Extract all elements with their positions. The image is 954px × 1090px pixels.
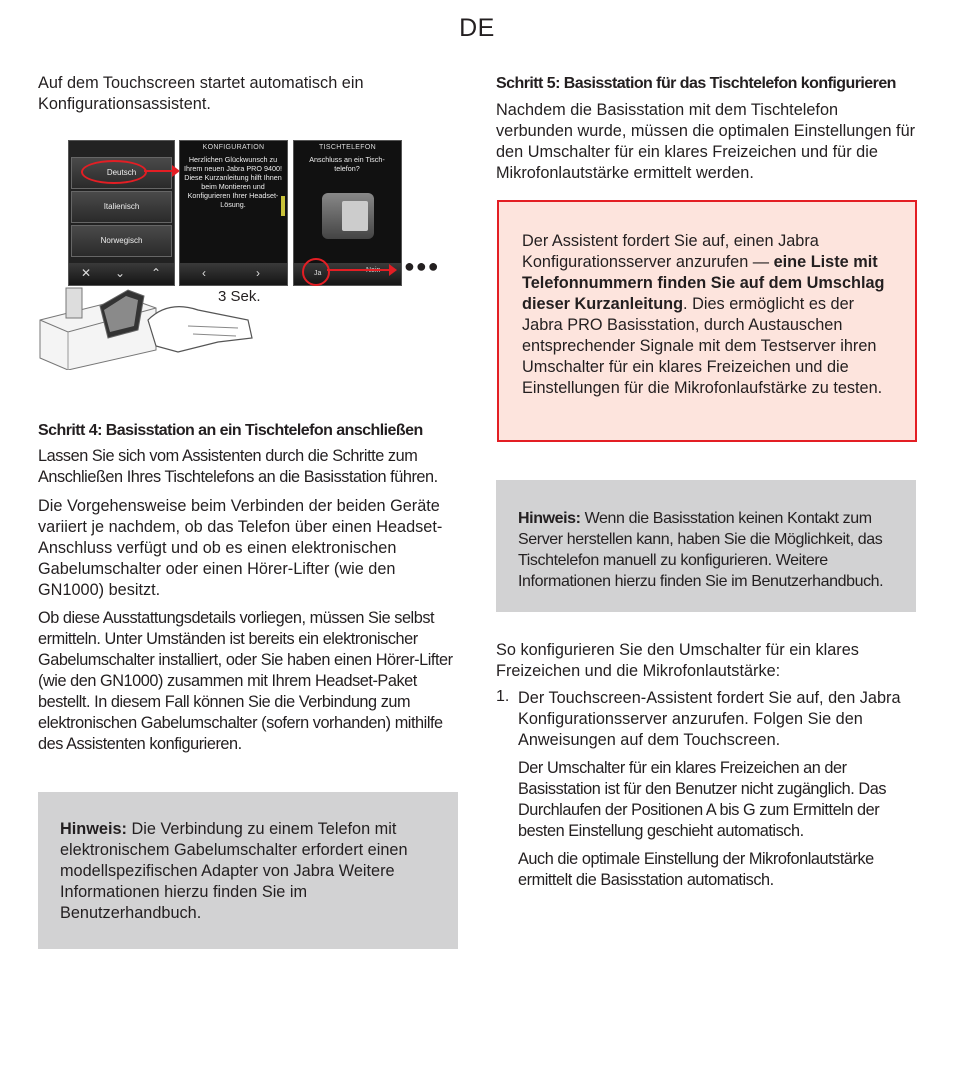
chevron-left-icon: ‹: [202, 266, 206, 280]
yes-option: Ja: [314, 270, 322, 277]
chevron-up-icon: ⌃: [151, 266, 162, 280]
important-text: [522, 231, 897, 399]
note-box: [38, 792, 458, 949]
screen-text: Anschluss an ein Tisch-telefon?: [309, 155, 385, 173]
step4-heading: Schritt 4: Basisstation an ein Tischtelefon anschließen: [38, 422, 423, 439]
note-body: Die Verbindung zu einem Telefon mit elektronischem Gabelumschalter erfordert einen modellspezifischen Adapter von Jabra Weitere Informationen hierzu finden Sie im Benutzerhandbuch.: [60, 820, 408, 922]
important-text-part: . Dies ermöglicht es der Jabra PRO Basisstation, durch Austauschen entsprechender Signale mit dem Testserver ihren Umschalter für ein klares Freizeichen und die Einstellungen für die Mikrofonlaufstärke zu testen.: [522, 295, 883, 397]
list-number: 1.: [496, 688, 510, 705]
language-marker: DE: [459, 14, 495, 42]
close-icon: ✕: [81, 266, 92, 280]
note-text: [60, 819, 430, 924]
important-box: [497, 200, 917, 442]
language-option: Italienisch: [71, 191, 172, 223]
language-option: Norwegisch: [71, 225, 172, 257]
more-dots-icon: ●●●: [404, 256, 440, 276]
instructions-intro: So konfigurieren Sie den Umschalter für ein klares Freizeichen und die Mikrofonlautstärke:: [496, 641, 859, 680]
desk-phone-icon: [322, 193, 374, 239]
language-option: Deutsch: [71, 157, 172, 189]
configuration-screen: [179, 140, 288, 286]
step5-heading: Schritt 5: Basisstation für das Tischtelefon konfigurieren: [496, 75, 896, 92]
step4-paragraph: Ob diese Ausstattungsdetails vorliegen, müssen Sie selbst ermitteln. Unter Umständen ist bereits ein elektronischer Gabelumschalter installiert, oder Sie haben einen Hörer-Lifter (wie den GN1000) zusammen mit Ihrem Headset-Paket bestellt. In diesem Fall können Sie die Verbindung zum elektronischen Gabelumschalter (sofern vorhanden) mithilfe des Assistenten konfigurieren.: [38, 609, 453, 753]
arrow-head-icon: [389, 264, 397, 276]
intro-text: Auf dem Touchscreen startet automatisch ein Konfigurationsassistent.: [38, 74, 364, 113]
step5-paragraph: Nachdem die Basisstation mit dem Tischtelefon verbunden wurde, müssen die optimalen Einstellungen für den Umschalter für ein klares Freizeichen und für die Mikrofonlautstärke ermittelt werden.: [496, 101, 916, 182]
important-text-part: Der Assistent fordert Sie auf, einen Jabra Konfigurationsserver anzurufen —: [522, 232, 819, 271]
note-label: Hinweis:: [518, 510, 581, 527]
list-item-text: Der Umschalter für ein klares Freizeichen an der Basisstation ist für den Benutzer nicht zugänglich. Das Durchlaufen der Positionen A bis G zum Ermitteln der besten Einstellung geschieht automatisch.: [518, 759, 887, 840]
step4-paragraph: Die Vorgehensweise beim Verbinden der beiden Geräte variiert je nachdem, ob das Telefon über einen Headset-Anschluss verfügt und ob es einen elektronischen Gabelumschalter oder einen Hörer-Lifter (wie den GN1000) besitzt.: [38, 497, 443, 599]
chevron-right-icon: ›: [256, 266, 260, 280]
chevron-down-icon: ⌄: [115, 266, 126, 280]
screen-header: KONFIGURATION: [202, 144, 265, 151]
highlight-ring: [302, 258, 330, 286]
note-box: [496, 480, 916, 612]
list-item: [496, 688, 920, 891]
note-label: Hinweis:: [60, 820, 127, 838]
base-station-drawing: [38, 280, 258, 370]
screen-text: Herzlichen Glückwunsch zu Ihrem neuen Jabra PRO 9400! Diese Kurzanleitung hilft Ihnen beim Montieren und Konfigurieren Ihrer Headset-Lösung.: [184, 155, 282, 209]
figure-caption: 3 Sek.: [218, 288, 261, 305]
list-item-text: Auch die optimale Einstellung der Mikrofonlautstärke ermittelt die Basisstation automatisch.: [518, 850, 874, 889]
list-item-text: Der Touchscreen-Assistent fordert Sie auf, den Jabra Konfigurationsserver anzurufen. Folgen Sie den Anweisungen auf dem Touchscreen.: [518, 689, 901, 749]
step4-paragraph: Lassen Sie sich vom Assistenten durch die Schritte zum Anschließen Ihres Tischtelefons an die Basisstation führen.: [38, 447, 438, 486]
scrollbar: [281, 196, 285, 216]
arrow-line: [327, 269, 391, 271]
numbered-list: [496, 688, 920, 891]
highlight-ring: [81, 160, 147, 184]
note-body: Wenn die Basisstation keinen Kontakt zum Server herstellen kann, haben Sie die Möglichkeit, das Tischtelefon manuell zu konfigurieren. Weitere Informationen hierzu finden Sie im Benutzerhandbuch.: [518, 510, 884, 590]
important-text-bold: eine Liste mit Telefonnummern finden Sie auf dem Umschlag dieser Kurzanleitung: [522, 253, 885, 313]
screen-header: TISCHTELEFON: [319, 144, 376, 151]
setup-illustration: [38, 140, 458, 380]
note-text: [518, 508, 914, 592]
